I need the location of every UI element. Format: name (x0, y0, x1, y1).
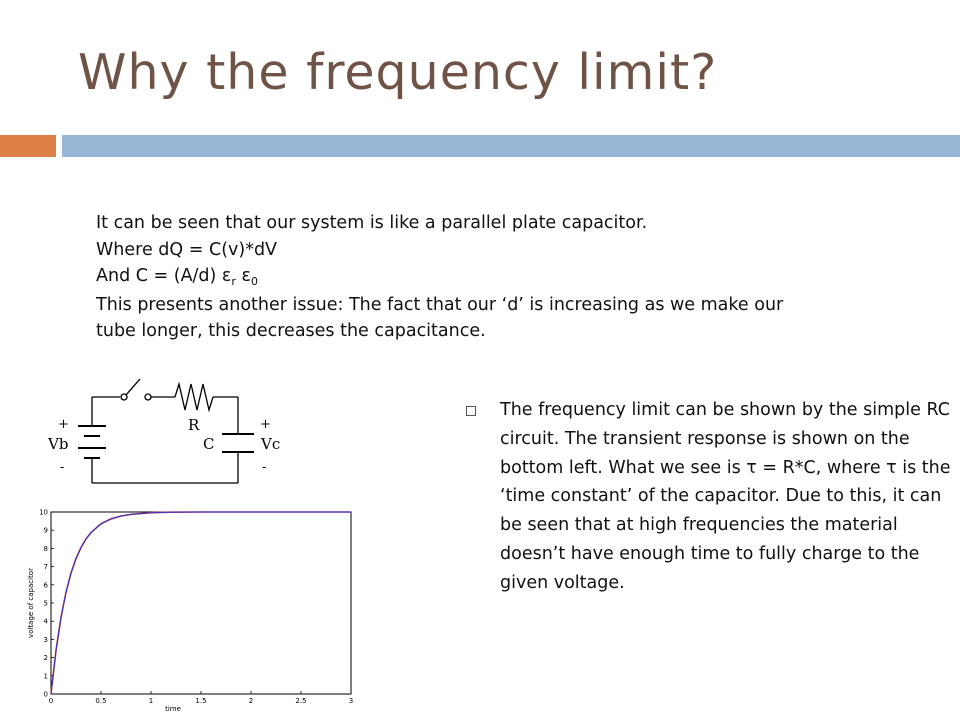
y-tick-label-7: 7 (43, 563, 48, 572)
capacitor-minus-sign: - (262, 460, 267, 475)
y-tick-label-0: 0 (43, 690, 48, 699)
resistor-symbol (175, 384, 213, 410)
y-tick-label-6: 6 (43, 581, 48, 590)
y-tick-label-4: 4 (43, 617, 48, 626)
x-tick-label-4: 2 (248, 697, 254, 705)
resistor-label: R (188, 416, 200, 434)
y-tick-label-8: 8 (43, 544, 48, 553)
rc-circuit-diagram (40, 370, 290, 490)
transient-response-chart (20, 498, 360, 714)
intro-line-1: It can be seen that our system is like a parallel plate capacitor. (96, 213, 648, 233)
bullet-square-icon (466, 406, 476, 416)
x-tick-label-2: 1 (148, 697, 154, 705)
source-voltage-label: Vb (48, 435, 69, 453)
title-accent-bar-blue (62, 135, 960, 157)
y-tick-label-5: 5 (43, 599, 48, 608)
x-tick-label-5: 2.5 (295, 697, 307, 705)
switch-contact-right (145, 394, 151, 400)
capacitor-plus-sign: + (260, 417, 271, 432)
capacitor-voltage-label: Vc (261, 435, 281, 453)
intro-line-3-main: And C = (A/d) ε (96, 266, 232, 286)
slide-title: Why the frequency limit? (78, 44, 718, 101)
y-tick-label-9: 9 (43, 526, 48, 535)
intro-line-3 (96, 263, 886, 292)
plot-area (51, 512, 351, 694)
y-tick-label-10: 10 (39, 508, 48, 517)
epsilon-0-subscript: 0 (250, 275, 258, 288)
intro-line-2: Where dQ = C(v)*dV (96, 239, 278, 260)
source-minus-sign: - (60, 460, 65, 475)
x-tick-label-0: 0 (48, 697, 54, 705)
x-tick-label-3: 1.5 (195, 697, 207, 705)
y-tick-label-3: 3 (43, 635, 48, 644)
source-plus-sign: + (58, 417, 69, 432)
intro-line-5: tube longer, this decreases the capacitance. (96, 321, 486, 341)
y-tick-label-2: 2 (43, 654, 48, 663)
y-axis-label: voltage of capacitor (27, 568, 35, 638)
title-accent-bar-orange (0, 135, 56, 157)
intro-line-4: This presents another issue: The fact that our ‘d’ is increasing as we make our (96, 294, 784, 315)
epsilon-r-subscript: r (231, 275, 236, 288)
x-axis-label: time (165, 705, 181, 713)
switch-lever (126, 379, 140, 395)
x-tick-label-6: 3 (348, 697, 354, 705)
y-tick-label-1: 1 (43, 672, 48, 681)
intro-text (96, 210, 886, 345)
capacitor-label: C (203, 435, 215, 453)
x-tick-label-1: 0.5 (95, 697, 107, 705)
intro-line-3-mid: ε (235, 266, 251, 286)
bullet-point-text: The frequency limit can be shown by the simple RC circuit. The transient response is shown on the bottom left. What we see is τ = R*C, where τ is the ‘time constant’ of the capacitor. Due to this, it can be seen that at high frequencies the material doesn’t have enough time to fully charge to the given voltage. (500, 400, 951, 593)
